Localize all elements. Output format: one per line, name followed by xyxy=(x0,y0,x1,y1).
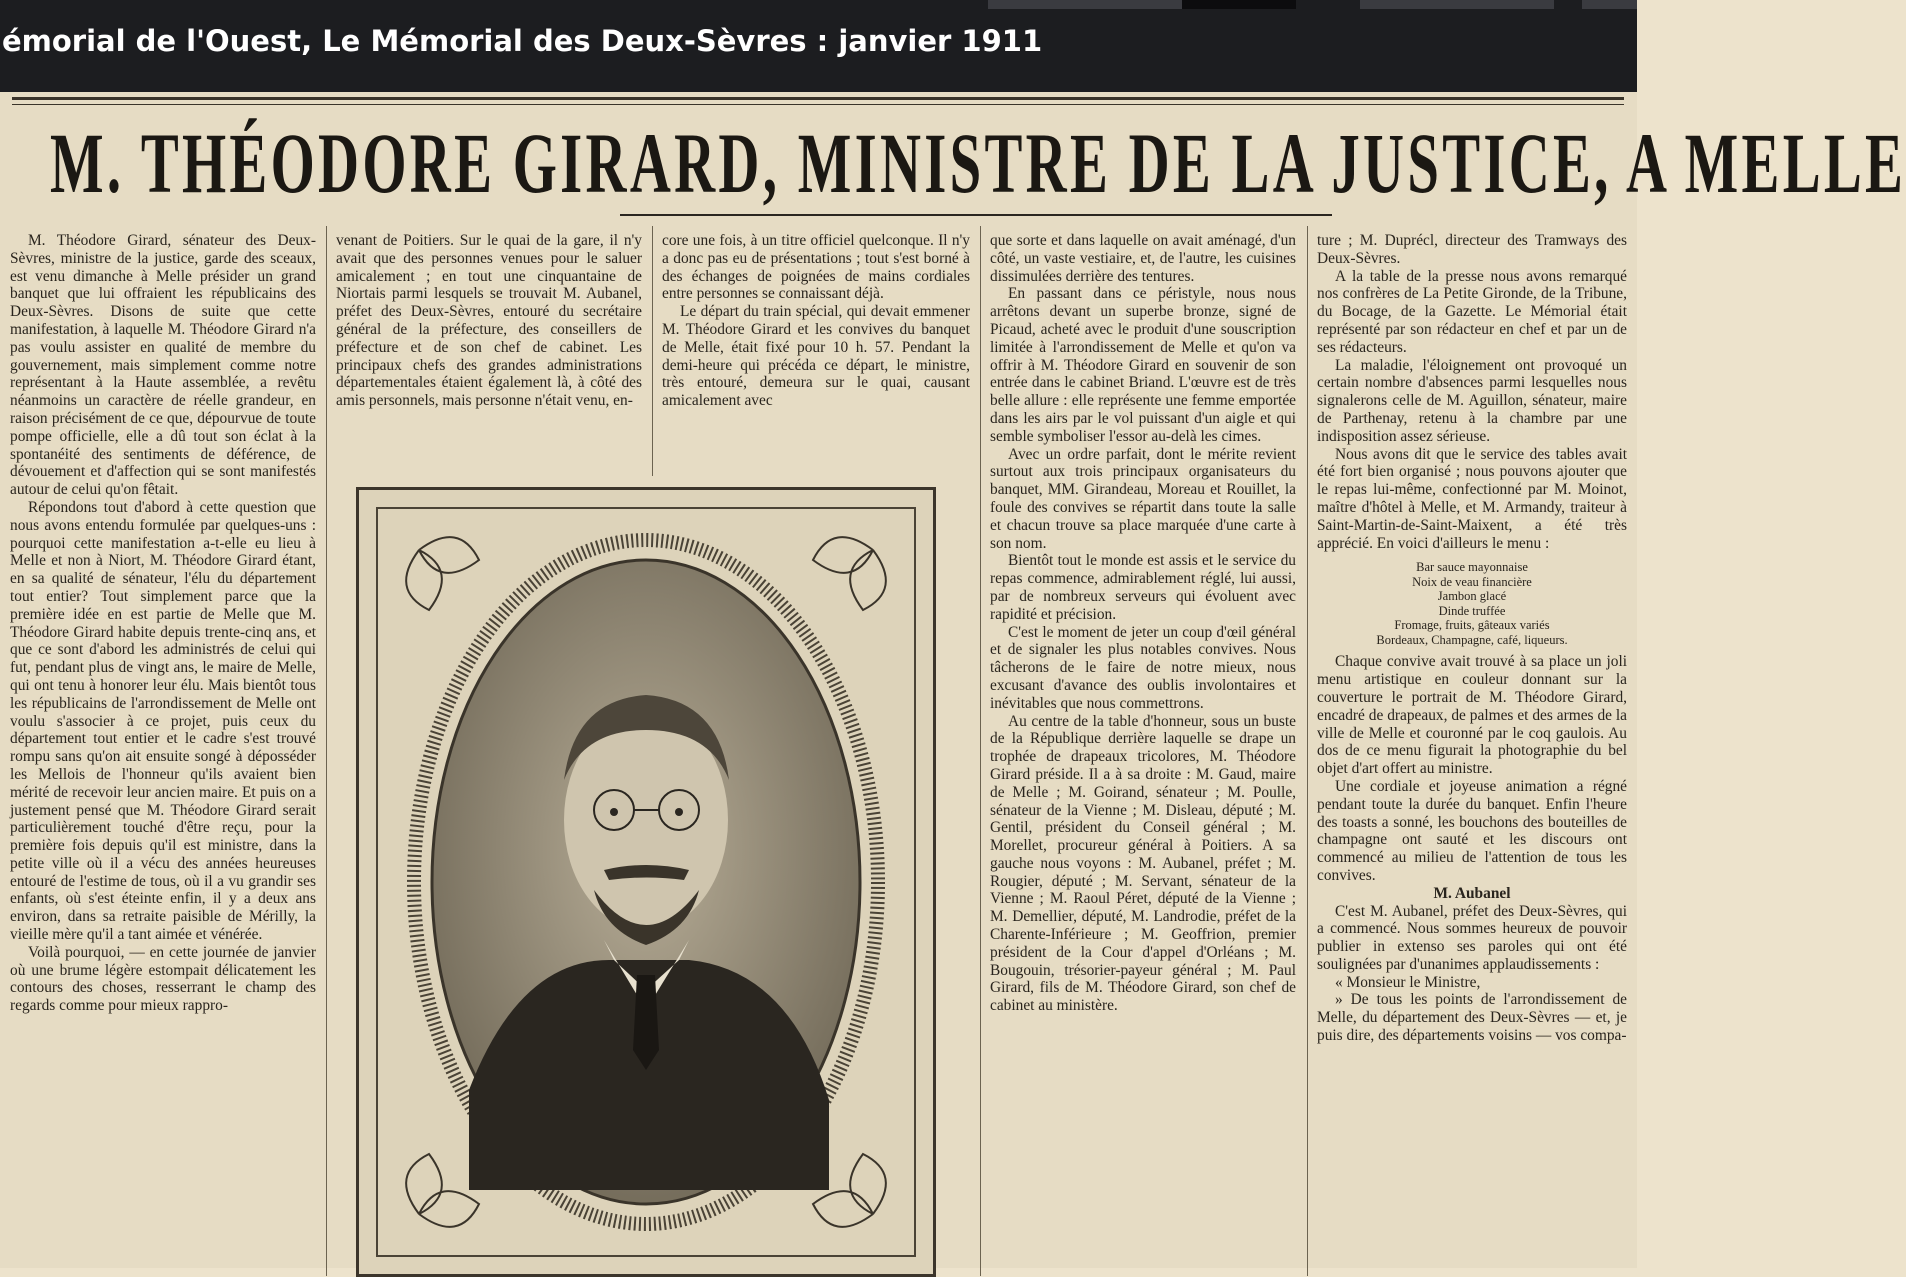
paragraph: Bientôt tout le monde est assis et le service du repas commence, admirablement réglé, lui aussi, par de nombreux serveurs qui évoluent avec rapidité et précision. xyxy=(990,552,1296,623)
menu-item: Fromage, fruits, gâteaux variés xyxy=(1394,618,1550,633)
article-column-1 xyxy=(10,232,316,1268)
column-rule xyxy=(326,226,327,1276)
menu-item: Bordeaux, Champagne, café, liqueurs. xyxy=(1376,632,1568,647)
menu-item: Bar sauce mayonnaise xyxy=(1416,560,1528,575)
paragraph: « Monsieur le Ministre, xyxy=(1335,973,1481,991)
window-title: émorial de l'Ouest, Le Mémorial des Deux-Sèvres : janvier 1911 xyxy=(2,24,1043,58)
paragraph: Avec un ordre parfait, dont le mérite revient surtout aux trois principaux organisateurs du banquet, MM. Girandeau, Moreau et Rouillet, la foule des convives se répartit dans toute la salle et chacun trouve sa place marquée d'une carte à son nom. xyxy=(990,445,1296,552)
paragraph: que sorte et dans laquelle on avait aménagé, d'un côté, un vaste vestiaire, et, de l'autre, les cuisines dissimulées derrière des tentures. xyxy=(990,232,1296,285)
article-column-5 xyxy=(1317,232,1627,1268)
paragraph: Le départ du train spécial, qui devait emmener M. Théodore Girard et les convives du banquet de Melle, était fixé pour 10 h. 57. Pendant la demi-heure qui précéda ce départ, le ministre, très entouré, demeura sur le quai, causant amicalement avec xyxy=(662,303,970,410)
paragraph: M. Théodore Girard, sénateur des Deux-Sèvres, ministre de la justice, garde des sceaux, est venu dimanche à Melle présider un grand banquet que lui offraient les républicains des Deux-Sèvres. Disons de suite que cette manifestation, à laquelle M. Théodore Girard n'a pas voulu assister en qualité de membre du gouvernement, mais simplement comme notre représentant à la Haute assemblée, a revêtu néanmoins un caractère de réelle grandeur, en raison précisément de ce que, dépourvue de toute pompe officielle, elle a dû tout son éclat à la spontanéité des sentiments de déférence, de dévouement et d'affection qui se sont manifestés autour de celui qu'on fêtait. xyxy=(10,232,316,499)
window-titlebar xyxy=(0,0,1637,92)
article-column-2 xyxy=(336,232,642,468)
column-rule xyxy=(652,226,653,476)
banquet-menu xyxy=(1317,560,1627,647)
browser-tab-active[interactable] xyxy=(1182,0,1296,9)
portrait-image xyxy=(359,490,933,1274)
paragraph: En passant dans ce péristyle, nous nous arrêtons devant un superbe bronze, signé de Picaud, acheté avec le produit d'une souscription limitée à l'arrondissement de Melle et qu'on va offrir à M. Théodore Girard en souvenir de son entrée dans le cabinet Briand. L'œuvre est de très belle allure : elle représente une femme emportée dans les airs par le vol puissant d'un aigle et qui semble symboliser l'essor au-delà les cimes. xyxy=(990,285,1296,445)
paragraph: » De tous les points de l'arrondissement de Melle, du département des Deux-Sèvres — et, je puis dire, des départements voisins — vos compa- xyxy=(1317,991,1627,1045)
paragraph: venant de Poitiers. Sur le quai de la gare, il n'y avait que des personnes venues pour le saluer amicalement ; en tout une cinquantaine de Niortais parmi lesquels se trouvait M. Aubanel, préfet des Deux-Sèvres, entouré du secrétaire général de la préfecture, des conseillers de préfecture et de son chef de cabinet. Les principaux chefs des grandes administrations départementales étaient également là, à côté des amis personnels, mais personne n'était venu, en- xyxy=(336,232,642,410)
article-headline: M. THÉODORE GIRARD, MINISTRE DE LA JUSTICE, A MELLE xyxy=(50,115,1906,211)
top-rule-thin xyxy=(12,104,1624,105)
browser-tab[interactable] xyxy=(988,0,1182,9)
paragraph: A la table de la presse nous avons remarqué nos confrères de La Petite Gironde, de la Tribune, du Bocage, de la Gazette. Le Mémorial était représenté par son rédacteur en chef et par un de ses rédacteurs. xyxy=(1317,267,1627,356)
paragraph: Chaque convive avait trouvé à sa place un joli menu artistique en couleur donnant sur la couverture le portrait de M. Théodore Girard, encadré de drapeaux, de palmes et des armes de la ville de Melle et couronné par le coq gaulois. Au dos de ce menu figurait la photographie du bel objet d'art offert au ministre. xyxy=(1317,653,1627,778)
paragraph: La maladie, l'éloignement ont provoqué un certain nombre d'absences parmi lesquelles nous signalerons celle de M. Aguillon, sénateur, maire de Parthenay, retenu à la chambre par une indisposition assez sérieuse. xyxy=(1317,356,1627,445)
paragraph: Au centre de la table d'honneur, sous un buste de la République derrière laquelle se drape un trophée de drapeaux tricolores, M. Théodore Girard préside. Il a à sa droite : M. Gaud, maire de Melle ; M. Goirand, sénateur ; M. Poulle, sénateur de la Vienne ; M. Disleau, député ; M. Gentil, président du Conseil général ; M. Morellet, procureur général à Poitiers. A sa gauche nous voyons : M. Aubanel, préfet ; M. Rougier, député ; M. Servant, sénateur de la Vienne ; M. Raoul Péret, député de la Vienne ; M. Demellier, député, M. Landrodie, préfet de la Charente-Inférieure ; M. Geoffrion, premier président de la Cour d'appel d'Orléans ; M. Bougouin, trésorier-payeur général ; M. Paul Girard, fils de M. Théodore Girard, son chef de cabinet au ministère. xyxy=(990,712,1296,1015)
top-rule xyxy=(12,97,1624,100)
article-column-4 xyxy=(990,232,1296,1268)
menu-item: Jambon glacé xyxy=(1437,589,1507,604)
portrait-engraving xyxy=(356,487,936,1277)
paragraph: C'est M. Aubanel, préfet des Deux-Sèvres, qui a commencé. Nous sommes heureux de pouvoir publier in extenso ses paroles qui ont été soulignées par d'unanimes applaudissements : xyxy=(1317,902,1627,973)
column-rule xyxy=(1307,226,1308,1276)
browser-tab[interactable] xyxy=(1582,0,1637,9)
paragraph: core une fois, à un titre officiel quelconque. Il n'y a donc pas eu de présentations ; tout s'est borné à des échanges de poignées de mains cordiales entre personnes se connaissant déjà. xyxy=(662,232,970,303)
column-rule xyxy=(980,226,981,1276)
browser-tab[interactable] xyxy=(1360,0,1554,9)
paragraph: Répondons tout d'abord à cette question que nous avons entendu formulée par quelques-uns : pourquoi cette manifestation a-t-elle eu lieu à Melle et non à Niort, M. Théodore Girard étant, en sa qualité de sénateur, l'élu du département tout entier? Tout simplement parce que la première idée en est partie de Melle que M. Théodore Girard habite depuis trente-cinq ans, et que ce sont d'abord les administrés de celui qui fut, pendant plus de vingt ans, le maire de Melle, qui ont tenu à honorer leur élu. Mais bientôt tous les républicains de l'arrondissement de Melle ont voulu s'associer à ce projet, puis ceux du département tout entier et le cadre s'est trouvé rompu sans qu'on ait ensuite songé à déposséder les Mellois de l'honneur qu'ils avaient bien mérité de recevoir leur ancien maire. Et puis on a justement pensé que M. Théodore Girard serait particulièrement touché d'être reçu, pour la première fois depuis qu'il est ministre, dans la petite ville où il a vécu des années heureuses entouré de l'estime de tous, où il a vu grandir ses enfants, où s'est éteinte enfin, il y a deux ans environ, dans sa retraite paisible de Mérilly, la vieille mère qu'il a tant aimée et vénérée. xyxy=(10,498,316,944)
menu-item: Noix de veau financière xyxy=(1412,574,1532,589)
newspaper-page xyxy=(0,92,1906,1268)
headline-underline xyxy=(620,214,1332,216)
paragraph: C'est le moment de jeter un coup d'œil général et de signaler les plus notables convives. Nous tâcherons de le faire de notre mieux, nous excusant d'avance des oublis involontaires et inévitables que nous commettrons. xyxy=(990,623,1296,712)
menu-item: Dinde truffée xyxy=(1438,603,1506,618)
paragraph: ture ; M. Duprécl, directeur des Tramways des Deux-Sèvres. xyxy=(1317,232,1627,267)
paragraph: Voilà pourquoi, — en cette journée de janvier où une brume légère estompait délicatement les contours des choses, resserrant le champ des regards comme pour mieux rappro- xyxy=(10,943,316,1015)
paragraph: Nous avons dit que le service des tables avait été fort bien organisé ; nous pouvons ajouter que le repas lui-même, confectionné par M. Moinot, maître d'hôtel à Melle, et M. Armandy, traiteur à Saint-Martin-de-Saint-Maixent, a été très apprécié. En voici d'ailleurs le menu : xyxy=(1317,445,1627,552)
paragraph: Une cordiale et joyeuse animation a régné pendant toute la durée du banquet. Enfin l'heure des toasts a sonné, les bouchons des bouteilles de champagne ont sauté et les discours ont commencé au milieu de l'attention de tous les convives. xyxy=(1317,777,1627,884)
article-column-3 xyxy=(662,232,970,468)
subheading: M. Aubanel xyxy=(1433,884,1511,902)
